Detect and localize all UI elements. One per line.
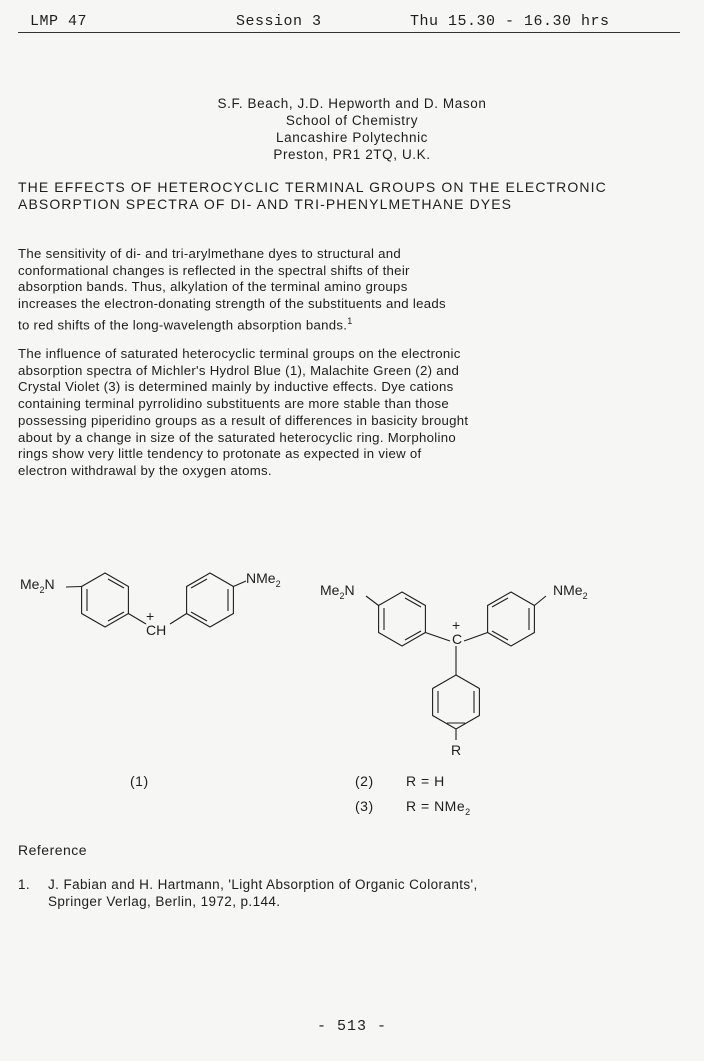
benzene-ring: [82, 573, 129, 627]
footnote-mark: 1: [347, 315, 353, 326]
compound-1-label: (1): [130, 773, 149, 789]
cation-charge: +: [452, 617, 461, 633]
benzene-ring: [379, 592, 426, 646]
dimethylamino-label: NMe$_2$: [246, 570, 281, 589]
header-left: LMP 47: [30, 13, 88, 30]
cation-charge: +: [146, 608, 155, 624]
paragraph-line: containing terminal pyrrolidino substituents are more stable than those: [18, 396, 450, 412]
header-right: Thu 15.30 - 16.30 hrs: [410, 13, 610, 30]
compound-2-definition: R = H: [406, 773, 445, 789]
affiliation-line3: Preston, PR1 2TQ, U.K.: [273, 147, 431, 162]
benzene-ring: [187, 573, 234, 627]
paragraph-1: [18, 246, 638, 334]
reference-number: 1.: [18, 877, 31, 892]
dimethylamino-label: $Me_2N$: [20, 576, 55, 595]
affiliation-line1: School of Chemistry: [285, 113, 419, 128]
central-carbon-label: CH: [146, 622, 167, 638]
substituent-r-label: R: [451, 742, 462, 758]
dimethylamino-label: $Me_2N$: [320, 582, 355, 601]
benzene-ring: [433, 675, 480, 729]
header-rule: [18, 32, 680, 33]
paragraph-line: The influence of saturated heterocyclic terminal groups on the electronic: [18, 346, 461, 361]
paragraph-line: about by a change in size of the saturated heterocyclic ring. Morpholino: [18, 429, 456, 445]
paragraph-line: to red shifts of the long-wavelength absorption bands.$^1$: [18, 315, 353, 333]
page-number: - 513 -: [316, 1018, 387, 1035]
chemical-structures: [0, 550, 704, 780]
benzene-ring: [488, 592, 535, 646]
paragraph-line: absorption bands. Thus, alkylation of the terminal amino groups: [18, 279, 408, 295]
compound-3-definition: R = NMe$_2$: [406, 798, 471, 817]
dimethylamino-label: NMe$_2$: [553, 582, 588, 601]
paper-title-line2: ABSORPTION SPECTRA OF DI- AND TRI-PHENYLMETHANE DYES: [18, 196, 513, 212]
paragraph-line: electron withdrawal by the oxygen atoms.: [18, 462, 272, 478]
paragraph-line: possessing piperidino groups as a result of differences in basicity brought: [18, 412, 469, 428]
central-carbon-label: C: [452, 631, 463, 647]
reference-heading: Reference: [18, 842, 88, 858]
paragraph-line: The sensitivity of di- and tri-arylmethane dyes to structural and: [18, 246, 402, 261]
paragraph-2: [18, 346, 638, 480]
paragraph-line: increases the electron-donating strength of the substituents and leads: [18, 296, 446, 312]
compound-2-label: (2): [355, 773, 374, 789]
affiliation-line2: Lancashire Polytechnic: [275, 130, 429, 145]
reference-text: J. Fabian and H. Hartmann, 'Light Absorption of Organic Colorants', Springer Verlag, Berlin, 1972, p.144.: [48, 877, 478, 909]
paragraph-line: Crystal Violet (3) is determined mainly by inductive effects. Dye cations: [18, 379, 454, 395]
paragraph-line: rings show very little tendency to protonate as expected in view of: [18, 446, 422, 462]
paragraph-line: absorption spectra of Michler's Hydrol Blue (1), Malachite Green (2) and: [18, 362, 460, 378]
header-center: Session 3: [236, 13, 322, 30]
paragraph-line: conformational changes is reflected in the spectral shifts of their: [18, 262, 410, 278]
author-names: S.F. Beach, J.D. Hepworth and D. Mason: [217, 96, 487, 111]
paper-title-line1: THE EFFECTS OF HETEROCYCLIC TERMINAL GROUPS ON THE ELECTRONIC: [18, 179, 607, 195]
compound-3-label: (3): [355, 798, 374, 814]
